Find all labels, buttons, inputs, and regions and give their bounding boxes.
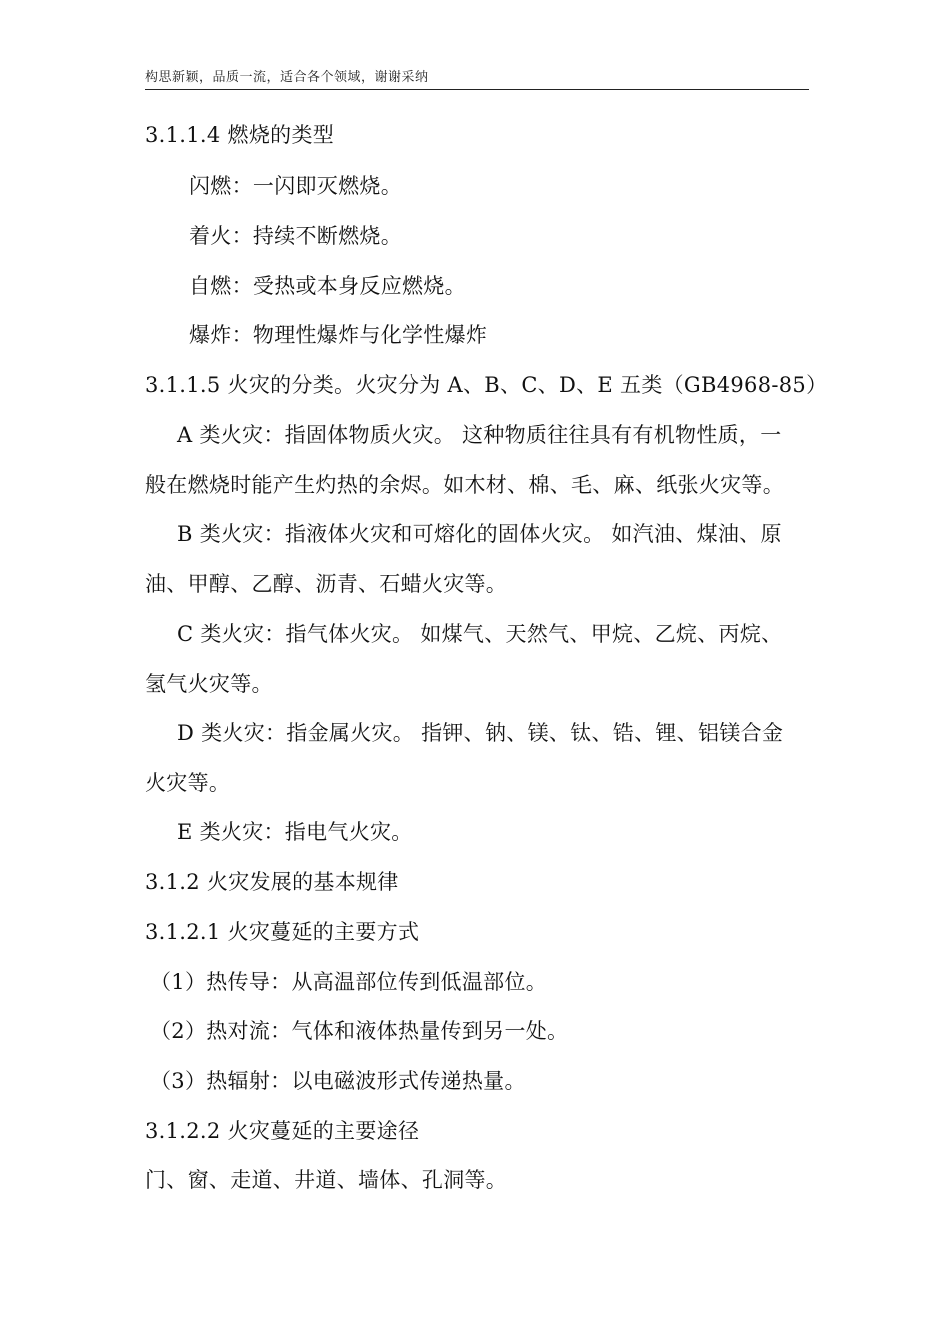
paragraph-class-e: E 类火灾：指电气火灾。 — [177, 820, 413, 844]
paragraph-class-c-line2: 氢气火灾等。 — [145, 672, 273, 696]
paragraph-class-a-line1: A 类火灾：指固体物质火灾。 这种物质往往具有有机物性质，一 — [177, 423, 782, 447]
paragraph-class-b-line2: 油、甲醇、乙醇、沥青、石蜡火灾等。 — [145, 572, 508, 596]
section-heading-combustion-types: 3.1.1.4 燃烧的类型 — [145, 123, 335, 147]
section-heading-fire-classification: 3.1.1.5 火灾的分类。火灾分为 A、B、C、D、E 五类（GB4968-85） — [145, 373, 828, 397]
section-heading-spread-modes: 3.1.2.1 火灾蔓延的主要方式 — [145, 920, 420, 944]
paragraph-class-d-line1: D 类火灾：指金属火灾。 指钾、钠、镁、钛、锆、锂、铝镁合金 — [177, 721, 784, 745]
paragraph-class-a-line2: 般在燃烧时能产生灼热的余烬。如木材、棉、毛、麻、纸张火灾等。 — [145, 473, 784, 497]
header-slogan: 构思新颖，品质一流，适合各个领域，谢谢采纳 — [145, 70, 429, 85]
paragraph-spontaneous-combustion: 自燃：受热或本身反应燃烧。 — [189, 274, 466, 298]
paragraph-class-d-line2: 火灾等。 — [145, 771, 231, 795]
paragraph-flash-fire: 闪燃：一闪即灭燃烧。 — [189, 174, 402, 198]
paragraph-spread-paths: 门、窗、走道、井道、墙体、孔洞等。 — [145, 1168, 508, 1192]
paragraph-class-b-line1: B 类火灾：指液体火灾和可熔化的固体火灾。 如汽油、煤油、原 — [177, 522, 782, 546]
list-item-conduction: （1）热传导：从高温部位传到低温部位。 — [150, 970, 548, 994]
section-heading-spread-paths: 3.1.2.2 火灾蔓延的主要途径 — [145, 1119, 420, 1143]
section-heading-fire-development: 3.1.2 火灾发展的基本规律 — [145, 870, 399, 894]
list-item-radiation: （3）热辐射：以电磁波形式传递热量。 — [150, 1069, 526, 1093]
paragraph-ignition: 着火：持续不断燃烧。 — [189, 224, 402, 248]
list-item-convection: （2）热对流：气体和液体热量传到另一处。 — [150, 1019, 569, 1043]
paragraph-class-c-line1: C 类火灾：指气体火灾。 如煤气、天然气、甲烷、乙烷、丙烷、 — [177, 622, 783, 646]
page-header — [145, 71, 809, 90]
paragraph-explosion: 爆炸：物理性爆炸与化学性爆炸 — [189, 323, 488, 347]
